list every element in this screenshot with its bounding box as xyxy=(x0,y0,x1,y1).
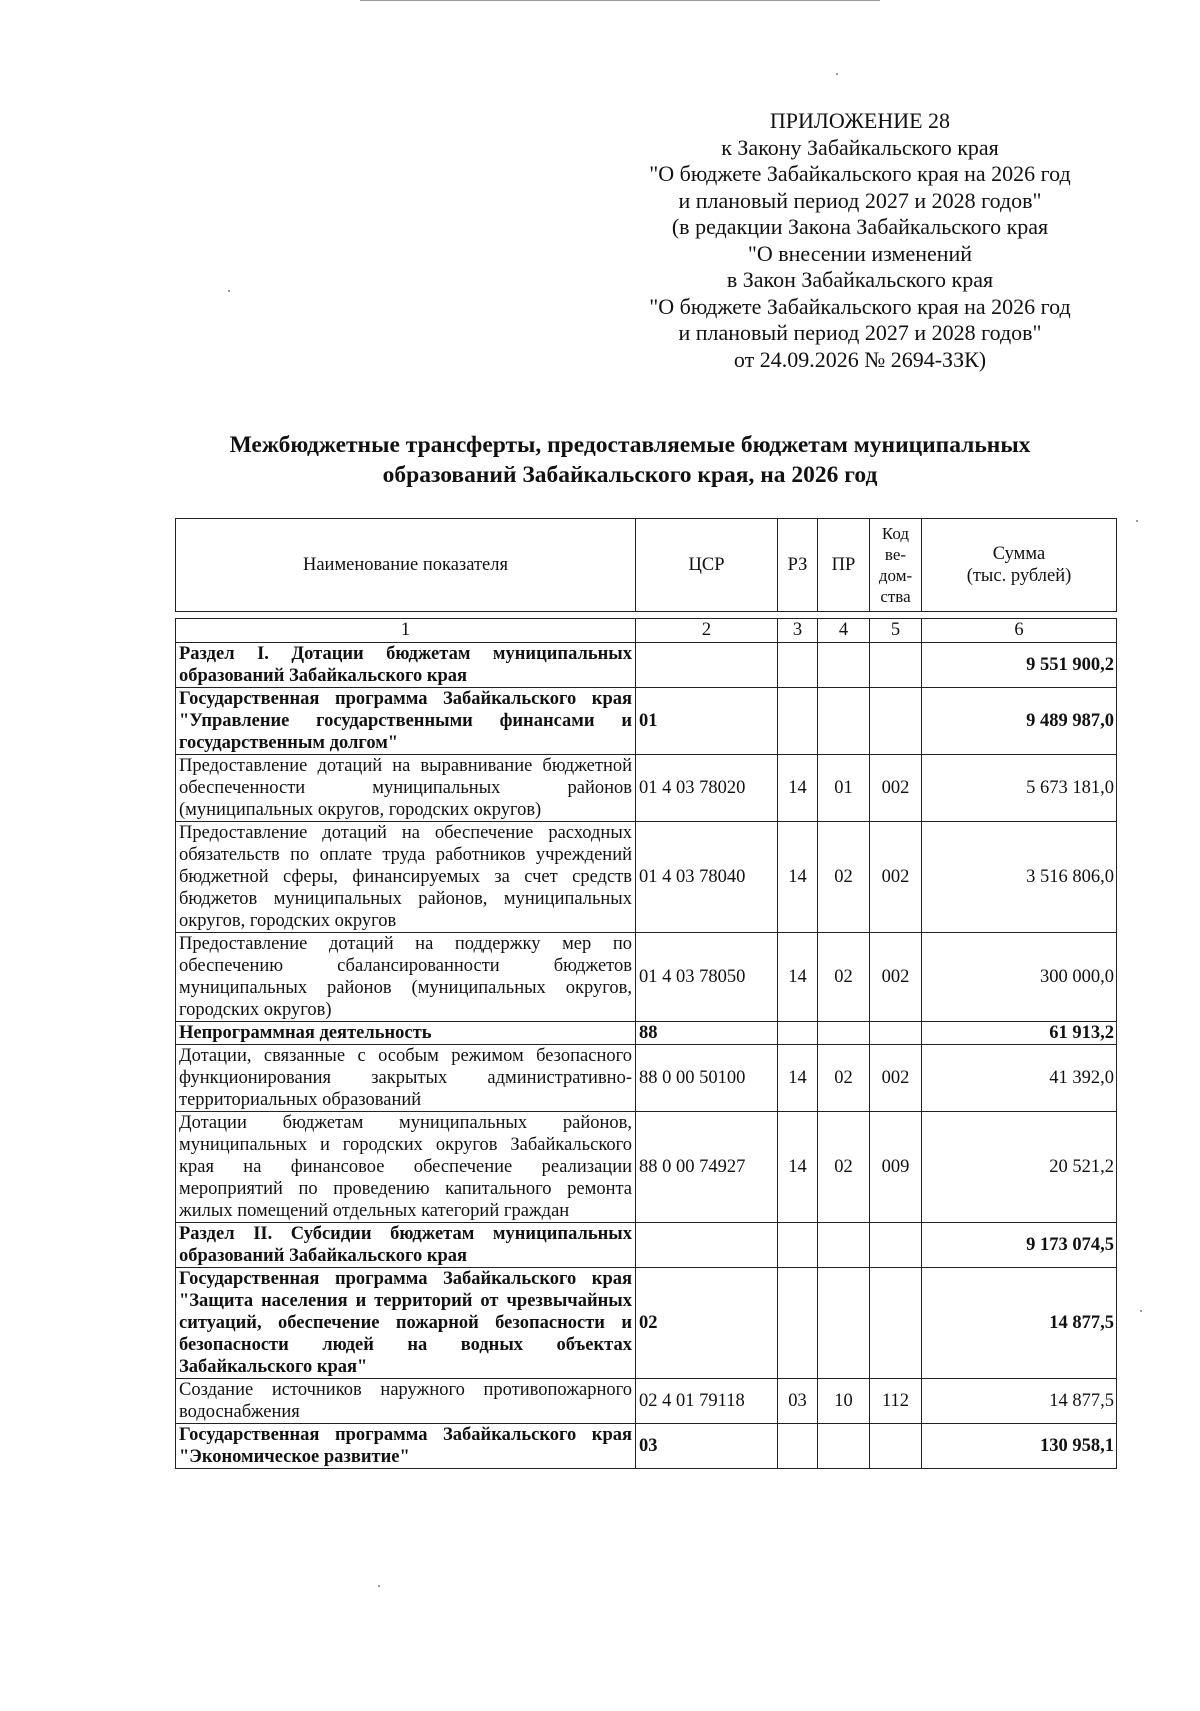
table-row xyxy=(176,1022,1117,1045)
row-name: Государственная программа Забайкальского края "Управление государственными финансами и государственным долгом" xyxy=(176,688,636,755)
row-name: Раздел II. Субсидии бюджетам муниципальных образований Забайкальского края xyxy=(176,1223,636,1268)
scan-speck xyxy=(228,290,230,292)
row-name: Создание источников наружного противопожарного водоснабжения xyxy=(176,1379,636,1424)
title-line-1: Межбюджетные трансферты, предоставляемые бюджетам муниципальных xyxy=(229,432,1031,458)
row-csr: 01 4 03 78050 xyxy=(636,933,778,1022)
table-row xyxy=(176,933,1117,1022)
row-kv xyxy=(870,688,922,755)
table-row xyxy=(176,1045,1117,1112)
table-row xyxy=(176,688,1117,755)
appendix-line: "О бюджете Забайкальского края на 2026 год xyxy=(649,293,1071,319)
appendix-line: "О бюджете Забайкальского края на 2026 год xyxy=(649,161,1071,186)
row-sum: 300 000,0 xyxy=(922,933,1117,1022)
scan-top-edge-line xyxy=(360,0,880,1)
row-rz xyxy=(778,1022,818,1045)
row-csr: 02 xyxy=(636,1268,778,1379)
table-header xyxy=(175,518,1117,612)
row-sum: 130 958,1 xyxy=(922,1424,1117,1469)
row-sum: 9 489 987,0 xyxy=(922,688,1117,755)
row-name: Предоставление дотаций на поддержку мер по обеспечению сбалансированности бюджетов муниципальных районов (муниципальных округов, городских округов) xyxy=(176,933,636,1022)
column-number: 3 xyxy=(778,619,818,643)
header-sum xyxy=(922,519,1117,612)
row-sum: 14 877,5 xyxy=(922,1379,1117,1424)
row-pr xyxy=(818,688,870,755)
row-sum: 3 516 806,0 xyxy=(922,822,1117,933)
row-rz: 03 xyxy=(778,1379,818,1424)
row-name: Предоставление дотаций на обеспечение расходных обязательств по оплате труда работников учреждений бюджетной сферы, финансируемых за счет средств бюджетов муниципальных районов, муниципальных округов, городских округов xyxy=(176,822,636,933)
header-rz: РЗ xyxy=(778,519,818,612)
row-name: Государственная программа Забайкальского края "Защита населения и территорий от чрезвычайных ситуаций, обеспечение пожарной безопасности и безопасности людей на водных объектах Забайкальского края" xyxy=(176,1268,636,1379)
row-rz: 14 xyxy=(778,755,818,822)
row-csr: 88 0 00 50100 xyxy=(636,1045,778,1112)
column-number: 1 xyxy=(176,619,636,643)
row-pr xyxy=(818,1424,870,1469)
row-sum: 61 913,2 xyxy=(922,1022,1117,1045)
column-number: 4 xyxy=(818,619,870,643)
appendix-line: и плановый период 2027 и 2028 годов" xyxy=(678,320,1042,345)
header-kv-line: ве- xyxy=(884,545,907,564)
row-kv: 009 xyxy=(870,1112,922,1223)
header-kv-line: дом- xyxy=(878,566,913,585)
scan-speck xyxy=(1136,520,1138,522)
row-pr: 02 xyxy=(818,822,870,933)
header-kv-line: Код xyxy=(881,524,910,543)
appendix-line: от 24.09.2026 № 2694-ЗЗК) xyxy=(733,346,987,372)
scan-speck xyxy=(836,73,838,75)
appendix-heading xyxy=(600,108,1120,373)
document-title xyxy=(150,430,1110,490)
column-number-row xyxy=(176,619,1117,643)
row-kv xyxy=(870,1022,922,1045)
row-pr xyxy=(818,1268,870,1379)
table-row xyxy=(176,643,1117,688)
row-sum: 41 392,0 xyxy=(922,1045,1117,1112)
header-sum-line: (тыс. рублей) xyxy=(966,566,1072,586)
row-name: Предоставление дотаций на выравнивание бюджетной обеспеченности муниципальных районов (муниципальных округов, городских округов) xyxy=(176,755,636,822)
scan-speck xyxy=(378,1585,380,1587)
row-name: Государственная программа Забайкальского края "Экономическое развитие" xyxy=(176,1424,636,1469)
row-pr xyxy=(818,1223,870,1268)
row-kv: 002 xyxy=(870,822,922,933)
table-row xyxy=(176,822,1117,933)
row-kv xyxy=(870,1268,922,1379)
header-kv xyxy=(870,519,922,612)
row-name: Непрограммная деятельность xyxy=(176,1022,636,1045)
transfers-table xyxy=(175,618,1117,1469)
row-kv: 002 xyxy=(870,1045,922,1112)
table-row xyxy=(176,1424,1117,1469)
row-csr xyxy=(636,1223,778,1268)
row-kv xyxy=(870,643,922,688)
row-pr xyxy=(818,643,870,688)
row-name: Дотации бюджетам муниципальных районов, муниципальных и городских округов Забайкальского края на финансовое обеспечение реализации мероприятий по проведению капитального ремонта жилых помещений отдельных категорий граждан xyxy=(176,1112,636,1223)
row-csr: 01 4 03 78020 xyxy=(636,755,778,822)
appendix-line: (в редакции Закона Забайкальского края xyxy=(671,214,1049,239)
table-row xyxy=(176,755,1117,822)
row-pr: 02 xyxy=(818,1112,870,1223)
appendix-line: ПРИЛОЖЕНИЕ 28 xyxy=(769,108,951,133)
table-row xyxy=(176,1112,1117,1223)
table-row xyxy=(176,1268,1117,1379)
row-csr: 03 xyxy=(636,1424,778,1469)
appendix-line: в Закон Забайкальского края xyxy=(726,267,994,292)
row-kv: 002 xyxy=(870,933,922,1022)
row-rz xyxy=(778,643,818,688)
row-csr: 01 xyxy=(636,688,778,755)
row-sum: 9 551 900,2 xyxy=(922,643,1117,688)
row-pr: 01 xyxy=(818,755,870,822)
column-number: 6 xyxy=(922,619,1117,643)
appendix-line: "О внесении изменений xyxy=(747,240,973,266)
row-sum: 20 521,2 xyxy=(922,1112,1117,1223)
row-kv xyxy=(870,1223,922,1268)
header-csr: ЦСР xyxy=(636,519,778,612)
header-name: Наименование показателя xyxy=(176,519,636,612)
appendix-line: к Закону Забайкальского края xyxy=(721,134,999,160)
row-sum: 14 877,5 xyxy=(922,1268,1117,1379)
row-rz xyxy=(778,1268,818,1379)
row-pr xyxy=(818,1022,870,1045)
row-rz: 14 xyxy=(778,1045,818,1112)
row-rz xyxy=(778,1424,818,1469)
row-csr: 88 0 00 74927 xyxy=(636,1112,778,1223)
title-line-2: образований Забайкальского края, на 2026 год xyxy=(382,462,878,488)
table-row xyxy=(176,1223,1117,1268)
appendix-line: и плановый период 2027 и 2028 годов" xyxy=(678,187,1042,213)
row-csr: 01 4 03 78040 xyxy=(636,822,778,933)
row-kv xyxy=(870,1424,922,1469)
column-number: 2 xyxy=(636,619,778,643)
row-rz xyxy=(778,688,818,755)
header-kv-line: ства xyxy=(880,587,911,606)
row-pr: 02 xyxy=(818,1045,870,1112)
row-csr: 88 xyxy=(636,1022,778,1045)
table-row xyxy=(176,1379,1117,1424)
row-pr: 10 xyxy=(818,1379,870,1424)
row-csr: 02 4 01 79118 xyxy=(636,1379,778,1424)
row-kv: 002 xyxy=(870,755,922,822)
scan-speck xyxy=(1140,1310,1142,1312)
row-kv: 112 xyxy=(870,1379,922,1424)
row-sum: 5 673 181,0 xyxy=(922,755,1117,822)
header-sum-line: Сумма xyxy=(992,544,1046,564)
row-rz: 14 xyxy=(778,1112,818,1223)
row-csr xyxy=(636,643,778,688)
column-number: 5 xyxy=(870,619,922,643)
row-rz: 14 xyxy=(778,822,818,933)
row-name: Дотации, связанные с особым режимом безопасного функционирования закрытых административно-территориальных образований xyxy=(176,1045,636,1112)
row-name: Раздел I. Дотации бюджетам муниципальных образований Забайкальского края xyxy=(176,643,636,688)
row-pr: 02 xyxy=(818,933,870,1022)
row-rz xyxy=(778,1223,818,1268)
row-sum: 9 173 074,5 xyxy=(922,1223,1117,1268)
header-pr: ПР xyxy=(818,519,870,612)
row-rz: 14 xyxy=(778,933,818,1022)
